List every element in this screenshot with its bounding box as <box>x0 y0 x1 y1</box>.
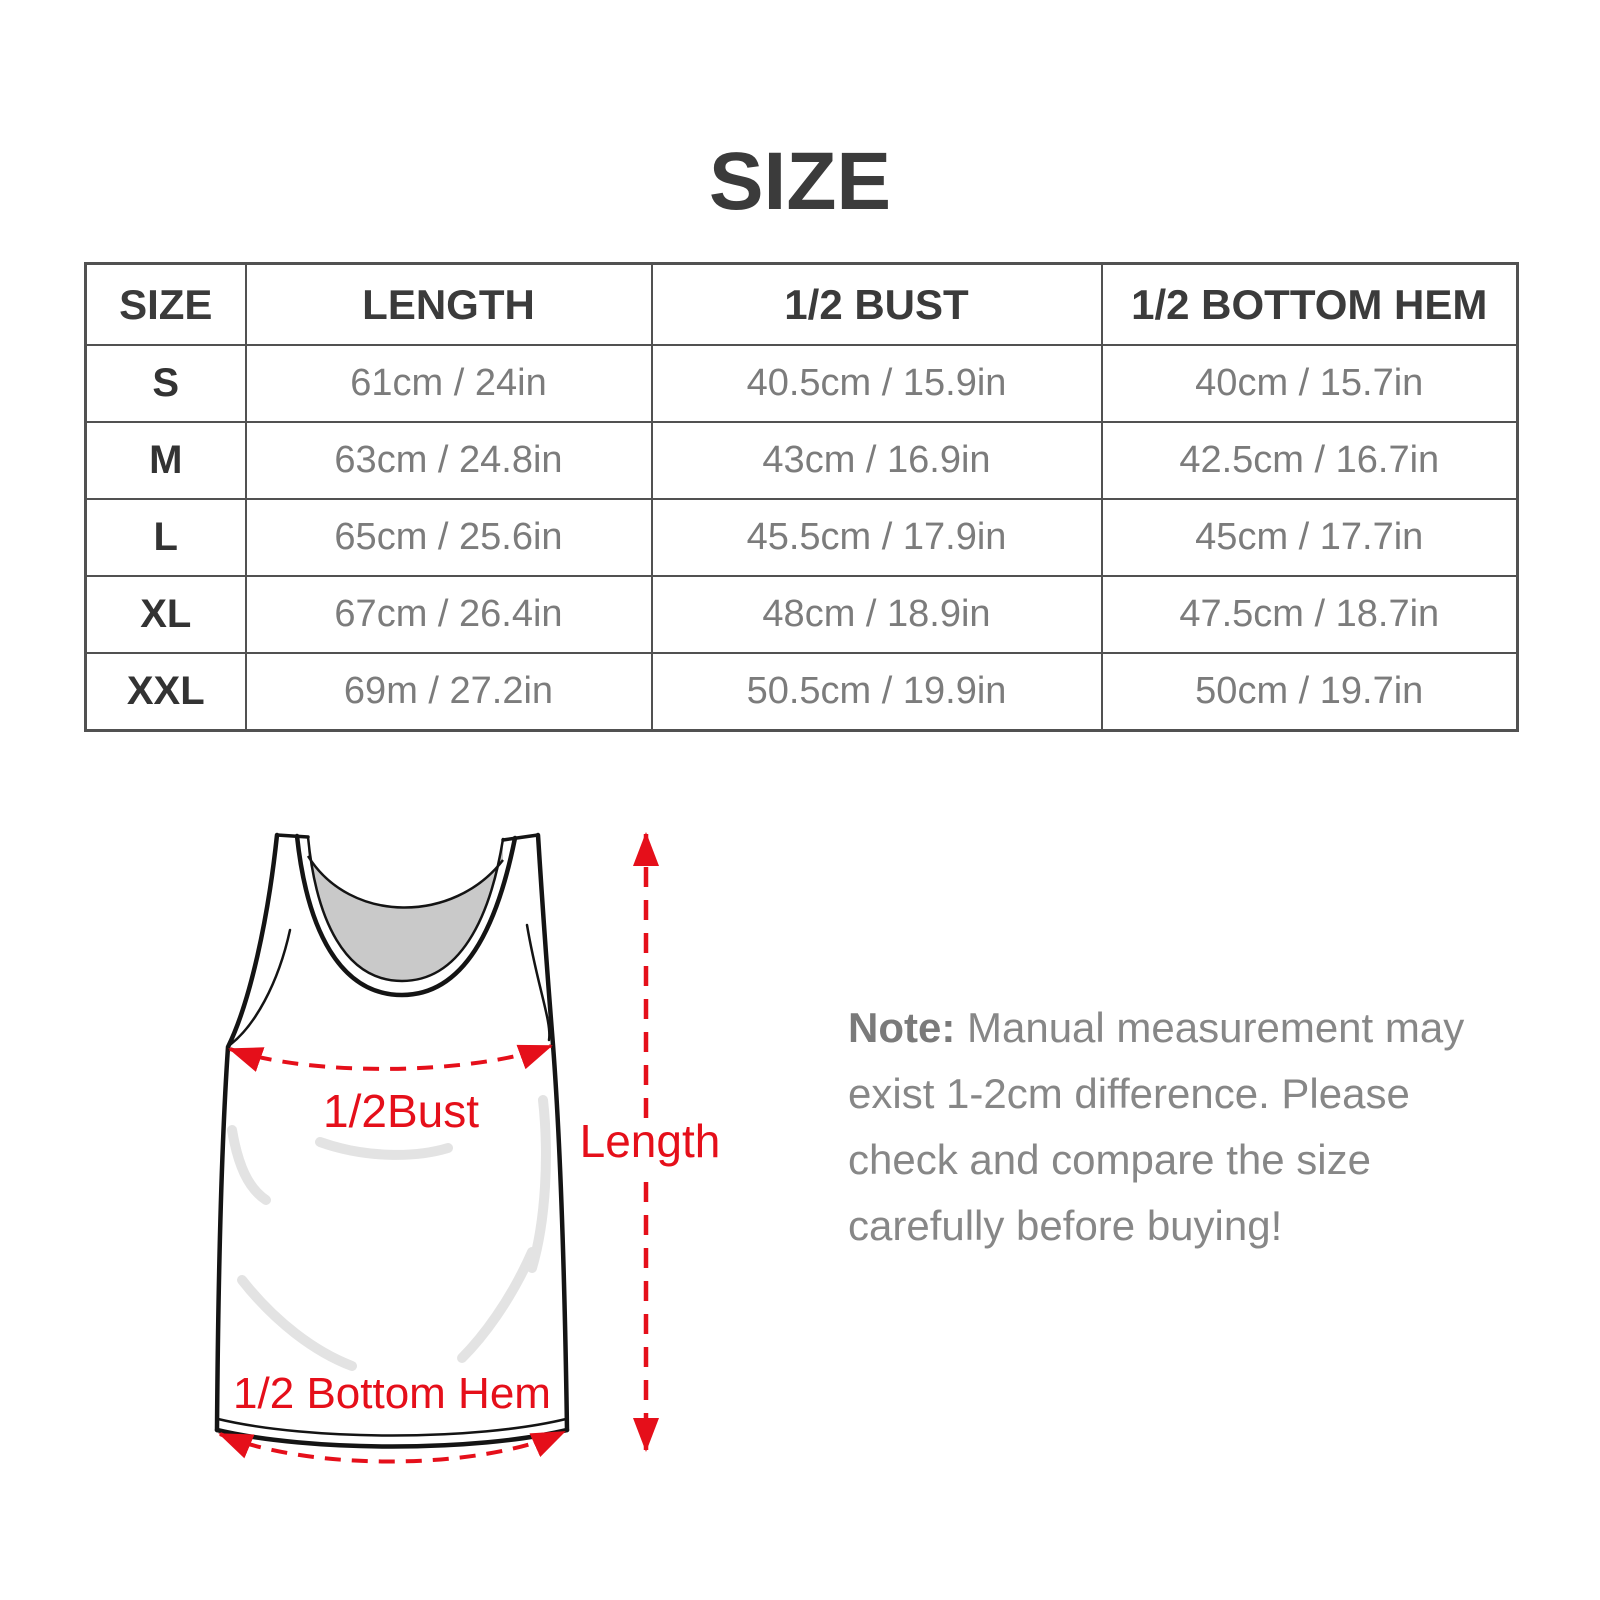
page-title: SIZE <box>708 136 892 227</box>
hem-cell: 47.5cm / 18.7in <box>1102 576 1518 653</box>
table-row <box>86 422 1518 499</box>
bust-cell: 40.5cm / 15.9in <box>652 345 1102 422</box>
note-line <box>848 995 1478 1061</box>
table-row <box>86 345 1518 422</box>
hem-cell: 50cm / 19.7in <box>1102 653 1518 730</box>
table-row <box>86 576 1518 653</box>
fabric-fold-shading <box>232 1100 546 1366</box>
length-cell: 61cm / 24in <box>246 345 652 422</box>
bust-measure-arrow <box>230 1046 551 1069</box>
size-cell: L <box>86 499 246 576</box>
column-header-length: LENGTH <box>246 264 652 346</box>
bust-cell: 50.5cm / 19.9in <box>652 653 1102 730</box>
tank-top-diagram <box>180 800 740 1500</box>
bust-label: 1/2Bust <box>323 1085 479 1137</box>
bust-cell: 43cm / 16.9in <box>652 422 1102 499</box>
note-text <box>848 995 1478 1259</box>
size-table <box>84 262 1519 732</box>
note-line: check and compare the size <box>848 1136 1371 1183</box>
bust-cell: 48cm / 18.9in <box>652 576 1102 653</box>
length-cell: 67cm / 26.4in <box>246 576 652 653</box>
column-header-bust: 1/2 BUST <box>652 264 1102 346</box>
note-line-text: Manual measurement may <box>967 1004 1465 1051</box>
size-cell: S <box>86 345 246 422</box>
bottom-hem-label: 1/2 Bottom Hem <box>233 1369 551 1418</box>
hem-cell: 42.5cm / 16.7in <box>1102 422 1518 499</box>
length-cell: 63cm / 24.8in <box>246 422 652 499</box>
length-cell: 65cm / 25.6in <box>246 499 652 576</box>
table-row <box>86 653 1518 730</box>
column-header-hem: 1/2 BOTTOM HEM <box>1102 264 1518 346</box>
note-line: exist 1-2cm difference. Please <box>848 1070 1410 1117</box>
table-header-row <box>86 264 1518 346</box>
size-cell: M <box>86 422 246 499</box>
length-label: Length <box>579 1115 721 1167</box>
table-row <box>86 499 1518 576</box>
bust-cell: 45.5cm / 17.9in <box>652 499 1102 576</box>
size-cell: XXL <box>86 653 246 730</box>
hem-cell: 45cm / 17.7in <box>1102 499 1518 576</box>
length-cell: 69m / 27.2in <box>246 653 652 730</box>
size-cell: XL <box>86 576 246 653</box>
note-label: Note: <box>848 1004 956 1051</box>
column-header-size: SIZE <box>86 264 246 346</box>
note-line: carefully before buying! <box>848 1202 1283 1249</box>
hem-cell: 40cm / 15.7in <box>1102 345 1518 422</box>
